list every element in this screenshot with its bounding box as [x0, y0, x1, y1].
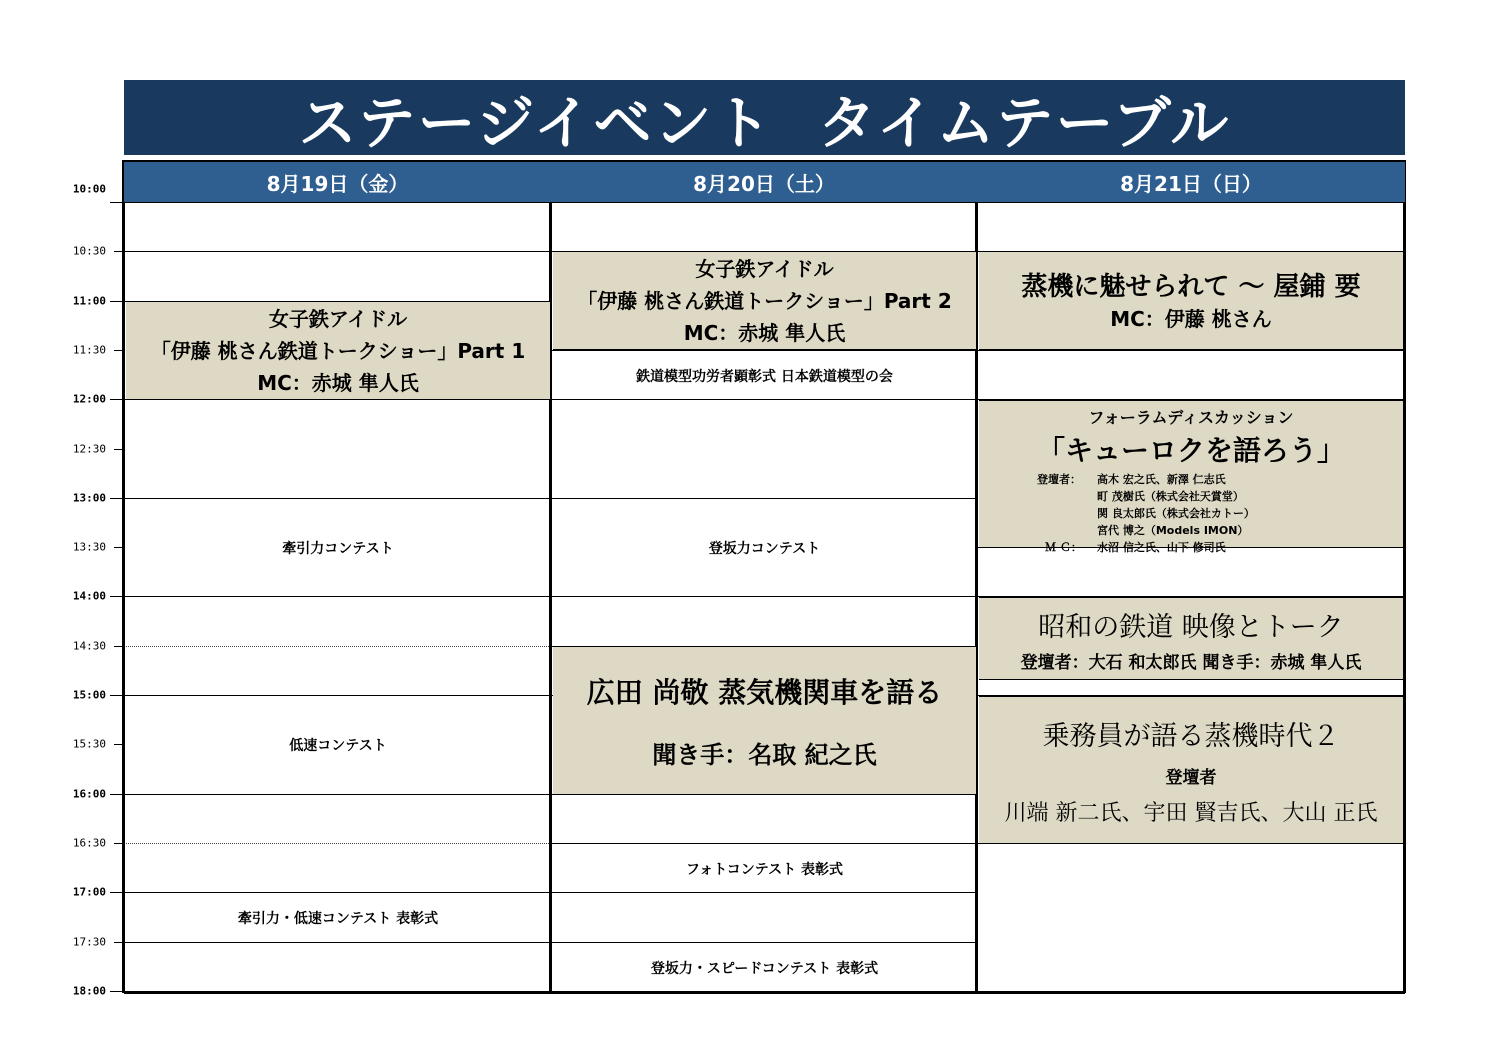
event-d1-traction-label: 牽引力コンテスト [282, 541, 394, 557]
event-d2-photo-award [553, 844, 976, 893]
forum-speaker-3: 関 良太郎氏（株式会社カトー） [1097, 507, 1255, 520]
time-label-1230: 12:30 [72, 442, 106, 456]
event-d3-steam-title: 蒸機に魅せられて ～ 屋鋪 要 [1021, 272, 1361, 302]
grid-line [977, 350, 1405, 351]
time-axis [0, 0, 124, 1060]
event-d3-forum [979, 400, 1403, 554]
time-label-1500: 15:00 [72, 688, 106, 702]
time-label-1400: 14:00 [72, 589, 106, 603]
event-d3-forum-subtitle: 「キューロクを語ろう」 [1036, 434, 1345, 467]
grid-line [124, 843, 551, 844]
forum-speaker-4: 宮代 博之（Models IMON） [1097, 524, 1249, 537]
table-border [124, 202, 1405, 203]
event-d3-crew-talk [979, 696, 1403, 844]
column-border [1403, 160, 1406, 993]
event-d3-showa-title: 昭和の鉄道 映像とトーク [1038, 611, 1344, 643]
event-d2-climb-award [553, 943, 976, 992]
event-d3-forum-speakers [979, 471, 1403, 556]
day-header-3: 8月21日（日） [977, 162, 1405, 202]
event-d3-steam-talk [979, 251, 1403, 350]
event-d2-hirota-host: 聞き手：名取 紀之氏 [652, 741, 877, 769]
event-d2-idol-subtitle: 「伊藤 桃さん鉄道トークショー」Part 2 [577, 288, 952, 313]
event-d2-idol-title: 女子鉄アイドル [695, 256, 834, 281]
event-d1-idol-title: 女子鉄アイドル [268, 306, 408, 331]
event-d2-climb-contest [553, 499, 976, 597]
forum-mc: 水沼 信之氏、山下 修司氏 [1097, 541, 1226, 554]
event-d1-idol-subtitle: 「伊藤 桃さん鉄道トークショー」Part 1 [150, 338, 526, 363]
forum-mc-label: Ｍ Ｃ： [1045, 541, 1082, 554]
grid-line [124, 251, 551, 252]
grid-line [124, 646, 551, 647]
time-label-1300: 13:00 [72, 491, 106, 505]
event-d1-lowspeed-label: 低速コンテスト [289, 738, 387, 754]
time-label-1630: 16:30 [72, 836, 106, 850]
event-d2-merit-ceremony [553, 351, 976, 400]
time-label-1530: 15:30 [72, 737, 106, 751]
time-label-1430: 14:30 [72, 639, 106, 653]
event-d3-showa-talk [979, 597, 1403, 680]
forum-speaker-2: 町 茂樹氏（株式会社天賞堂） [1097, 490, 1244, 503]
time-label-1200: 12:00 [72, 392, 106, 406]
grid-line [124, 942, 551, 943]
time-label-1030: 10:30 [72, 244, 106, 258]
event-d1-lowspeed-contest [126, 696, 550, 794]
event-d3-forum-title: フォーラムディスカッション [1088, 408, 1294, 427]
event-d2-merit-label: 鉄道模型功労者顕彰式 日本鉄道模型の会 [636, 368, 893, 385]
forum-speaker-label: 登壇者： [1037, 473, 1081, 486]
event-d3-steam-mc: MC：伊藤 桃さん [1110, 307, 1272, 331]
grid-line [124, 794, 551, 795]
event-d2-photo-label: フォトコンテスト 表彰式 [685, 861, 844, 878]
page-title: ステージイベント タイムテーブル [124, 80, 1405, 155]
event-d1-award [126, 893, 550, 942]
day-header-2: 8月20日（土） [551, 162, 977, 202]
day-header-1: 8月19日（金） [124, 162, 551, 202]
event-d1-traction-contest [126, 499, 550, 597]
event-d3-crew-speakers: 川端 新二氏、宇田 賢吉氏、大山 正氏 [1004, 800, 1378, 826]
time-label-1000: 10:00 [72, 182, 106, 196]
time-label-1700: 17:00 [72, 885, 106, 899]
event-d2-idol-talk [553, 251, 976, 350]
event-d2-climb-label: 登坂力コンテスト [708, 541, 821, 557]
time-label-1730: 17:30 [72, 935, 106, 949]
time-label-1330: 13:30 [72, 540, 106, 554]
time-label-1600: 16:00 [72, 787, 106, 801]
column-border [122, 160, 125, 993]
time-label-1100: 11:00 [72, 294, 106, 308]
time-label-1130: 11:30 [72, 343, 106, 357]
event-d2-hirota-talk [553, 646, 976, 795]
event-d3-crew-label: 登壇者 [1165, 767, 1217, 788]
event-d3-crew-title: 乗務員が語る蒸機時代２ [1042, 720, 1340, 752]
event-d2-award-label: 登坂力・スピードコンテスト 表彰式 [650, 960, 879, 977]
event-d1-idol-talk [126, 301, 550, 400]
time-label-1800: 18:00 [72, 984, 106, 998]
event-d2-idol-mc: MC：赤城 隼人氏 [683, 320, 846, 345]
forum-speaker-1: 高木 宏之氏、新澤 仁志氏 [1097, 473, 1226, 486]
table-border [124, 992, 1405, 994]
event-d1-idol-mc: MC：赤城 隼人氏 [257, 370, 419, 395]
event-d2-hirota-title: 広田 尚敬 蒸気機関車を語る [586, 676, 943, 709]
event-d3-showa-speakers: 登壇者：大石 和太郎氏 聞き手：赤城 隼人氏 [1020, 652, 1362, 673]
event-d1-award-label: 牽引力・低速コンテスト 表彰式 [237, 910, 439, 927]
